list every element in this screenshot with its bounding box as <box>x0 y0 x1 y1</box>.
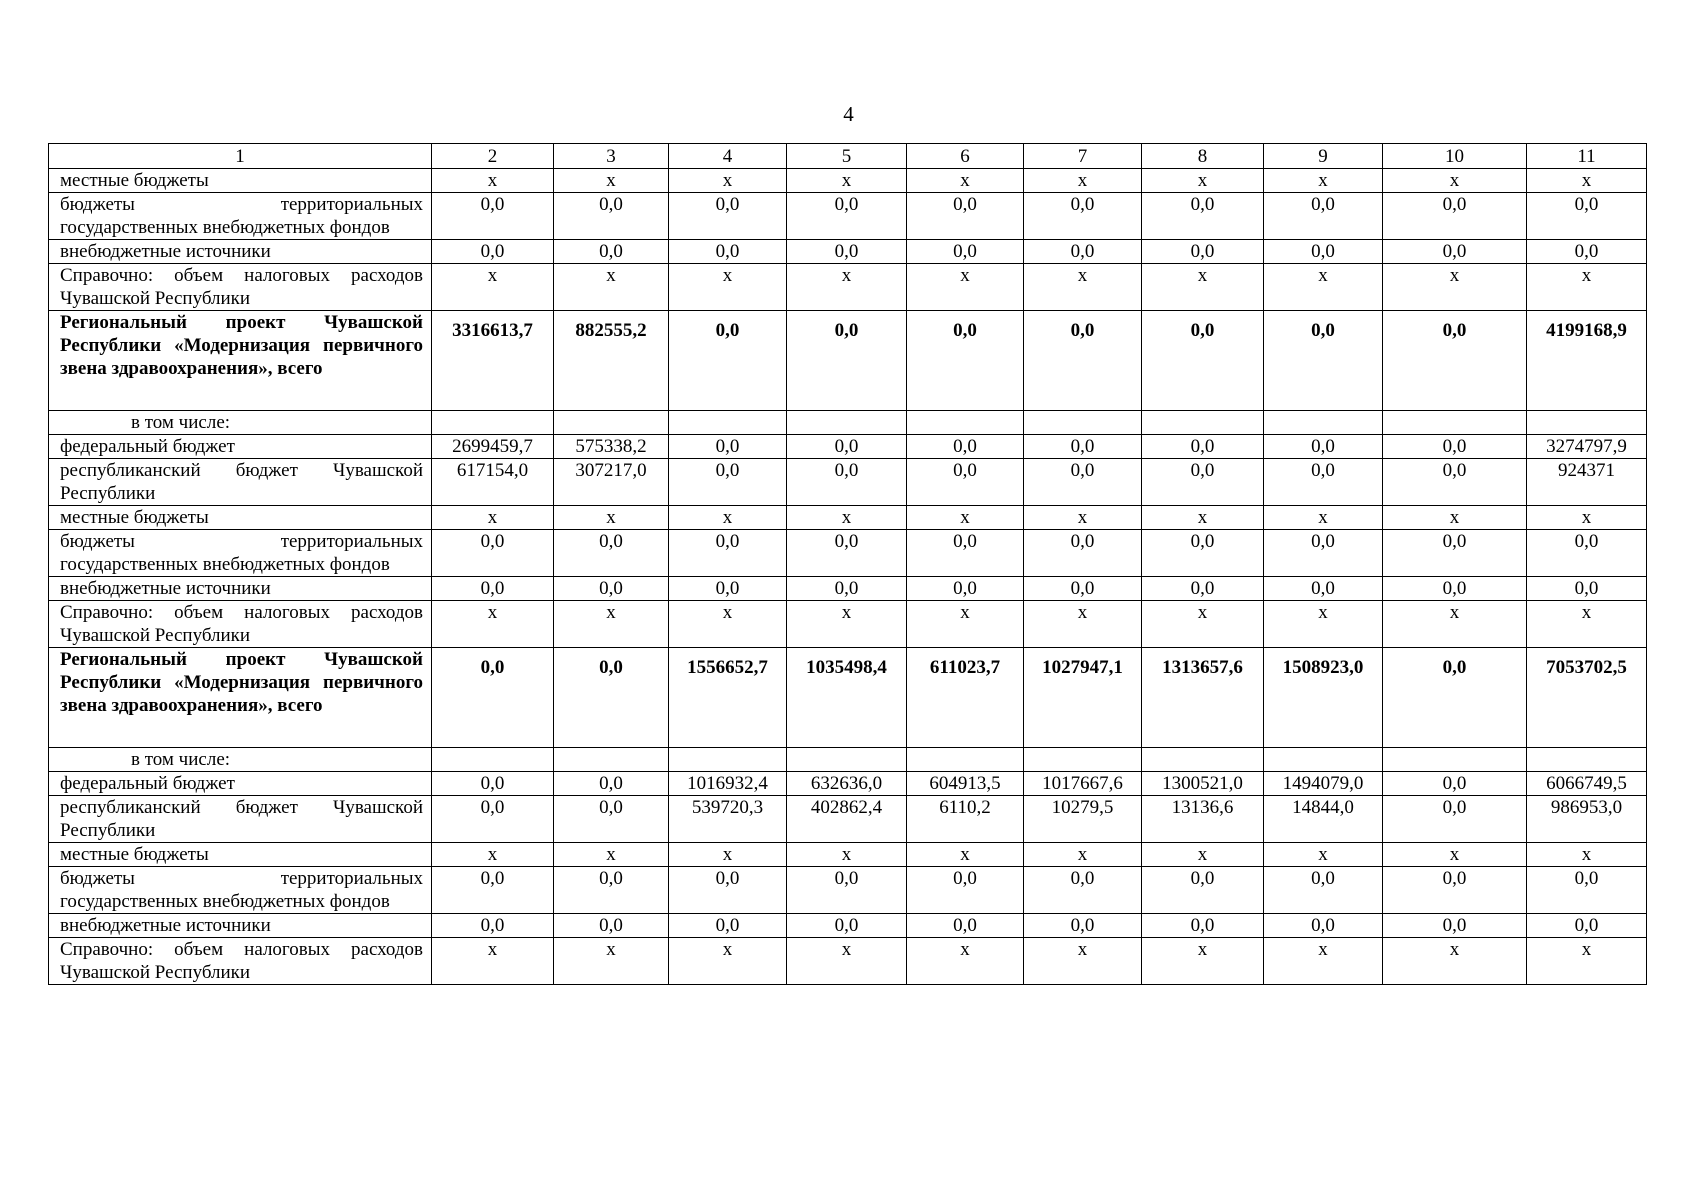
table-cell: 0,0 <box>669 867 787 914</box>
column-header: 8 <box>1142 144 1264 169</box>
table-cell: x <box>1527 938 1647 985</box>
table-cell: 14844,0 <box>1264 796 1383 843</box>
table-cell: 0,0 <box>907 867 1024 914</box>
table-cell: x <box>432 264 554 311</box>
table-cell: 0,0 <box>554 772 669 796</box>
table-cell: 0,0 <box>1383 311 1527 411</box>
row-label: Справочно: объем налоговых расходов Чувашской Республики <box>49 601 432 648</box>
row-label: федеральный бюджет <box>49 772 432 796</box>
table-cell: x <box>669 506 787 530</box>
table-cell: 632636,0 <box>787 772 907 796</box>
table-cell: x <box>669 938 787 985</box>
table-cell: 0,0 <box>432 240 554 264</box>
row-label: в том числе: <box>49 411 432 435</box>
table-row <box>49 648 1647 748</box>
table-cell: 0,0 <box>1142 867 1264 914</box>
table-cell: 0,0 <box>554 530 669 577</box>
table-cell: 0,0 <box>432 796 554 843</box>
table-cell: x <box>787 506 907 530</box>
row-label: внебюджетные источники <box>49 914 432 938</box>
table-cell: x <box>1264 506 1383 530</box>
table-cell: x <box>907 506 1024 530</box>
table-cell: x <box>1383 264 1527 311</box>
table-cell <box>669 411 787 435</box>
table-cell: x <box>787 169 907 193</box>
table-cell: x <box>907 264 1024 311</box>
table-row <box>49 459 1647 506</box>
table-cell: 0,0 <box>669 311 787 411</box>
column-header: 1 <box>49 144 432 169</box>
column-header: 6 <box>907 144 1024 169</box>
table-cell: x <box>1527 169 1647 193</box>
table-cell: 0,0 <box>669 435 787 459</box>
table-cell: 0,0 <box>907 435 1024 459</box>
table-cell: 617154,0 <box>432 459 554 506</box>
row-label: Региональный проект Чувашской Республики «Модернизация первичного звена здравоохранения», всего <box>49 648 432 748</box>
table-cell: x <box>554 169 669 193</box>
row-label: местные бюджеты <box>49 843 432 867</box>
table-cell: 6110,2 <box>907 796 1024 843</box>
table-cell: x <box>1264 264 1383 311</box>
table-cell: x <box>1383 506 1527 530</box>
table-cell: 0,0 <box>1264 459 1383 506</box>
table-cell: 0,0 <box>432 867 554 914</box>
table-cell: 10279,5 <box>1024 796 1142 843</box>
table-cell: 7053702,5 <box>1527 648 1647 748</box>
table-cell: 0,0 <box>432 193 554 240</box>
table-cell: x <box>907 843 1024 867</box>
table-cell: x <box>1383 843 1527 867</box>
table-cell <box>669 748 787 772</box>
table-cell: x <box>669 601 787 648</box>
table-row <box>49 264 1647 311</box>
table-cell: x <box>1264 938 1383 985</box>
table-cell: 0,0 <box>1264 577 1383 601</box>
table-cell: 0,0 <box>432 577 554 601</box>
table-cell: x <box>1024 843 1142 867</box>
table-cell: 0,0 <box>787 530 907 577</box>
table-cell: x <box>787 264 907 311</box>
table-cell: 0,0 <box>1142 914 1264 938</box>
table-cell: 0,0 <box>432 530 554 577</box>
table-cell: 13136,6 <box>1142 796 1264 843</box>
table-cell: 0,0 <box>1527 577 1647 601</box>
table-cell: x <box>907 169 1024 193</box>
table-cell: x <box>907 601 1024 648</box>
table-cell: 0,0 <box>1527 867 1647 914</box>
table-cell <box>554 411 669 435</box>
table-cell: x <box>554 506 669 530</box>
table-cell: 1494079,0 <box>1264 772 1383 796</box>
table-row <box>49 411 1647 435</box>
row-label: бюджеты территориальных государственных внебюджетных фондов <box>49 867 432 914</box>
table-cell: 575338,2 <box>554 435 669 459</box>
table-cell: x <box>1383 169 1527 193</box>
table-cell: 0,0 <box>554 648 669 748</box>
table-cell <box>1527 748 1647 772</box>
row-label: Справочно: объем налоговых расходов Чувашской Республики <box>49 264 432 311</box>
table-cell <box>1024 411 1142 435</box>
table-cell: 1016932,4 <box>669 772 787 796</box>
table-cell: 0,0 <box>1383 796 1527 843</box>
table-cell: x <box>1142 601 1264 648</box>
table-cell: 0,0 <box>1024 240 1142 264</box>
table-cell: 1556652,7 <box>669 648 787 748</box>
table-cell: 0,0 <box>1383 435 1527 459</box>
table-cell <box>1264 411 1383 435</box>
header-row <box>49 144 1647 169</box>
table-cell: 0,0 <box>1142 435 1264 459</box>
table-cell: 0,0 <box>1024 914 1142 938</box>
table-cell: 0,0 <box>432 648 554 748</box>
table-cell: 0,0 <box>1024 867 1142 914</box>
table-row <box>49 240 1647 264</box>
table-cell: 0,0 <box>554 914 669 938</box>
table-cell <box>1142 748 1264 772</box>
table-cell: 0,0 <box>1142 311 1264 411</box>
table-cell: 0,0 <box>787 867 907 914</box>
table-cell: 0,0 <box>1142 459 1264 506</box>
table-cell: 0,0 <box>1527 240 1647 264</box>
row-label: бюджеты территориальных государственных внебюджетных фондов <box>49 530 432 577</box>
table-row <box>49 748 1647 772</box>
table-cell: x <box>1142 843 1264 867</box>
table-cell: 0,0 <box>1264 530 1383 577</box>
table-cell: 1300521,0 <box>1142 772 1264 796</box>
table-cell: 0,0 <box>1383 867 1527 914</box>
table-cell: 0,0 <box>1142 193 1264 240</box>
table-row <box>49 914 1647 938</box>
table-cell: x <box>669 843 787 867</box>
table-cell: 0,0 <box>907 240 1024 264</box>
table-cell: 1017667,6 <box>1024 772 1142 796</box>
table-cell: 0,0 <box>1383 193 1527 240</box>
table-cell: x <box>1527 601 1647 648</box>
table-cell: x <box>1024 264 1142 311</box>
table-cell: 0,0 <box>907 914 1024 938</box>
table-cell: 882555,2 <box>554 311 669 411</box>
table-cell: 0,0 <box>1024 459 1142 506</box>
table-row <box>49 311 1647 411</box>
table-cell: 1027947,1 <box>1024 648 1142 748</box>
table-cell: x <box>1527 264 1647 311</box>
row-label: бюджеты территориальных государственных внебюджетных фондов <box>49 193 432 240</box>
row-label: внебюджетные источники <box>49 240 432 264</box>
table-cell: 0,0 <box>1024 435 1142 459</box>
table-cell: x <box>432 169 554 193</box>
table-cell: 0,0 <box>1264 914 1383 938</box>
table-cell: x <box>1024 938 1142 985</box>
column-header: 7 <box>1024 144 1142 169</box>
table-cell: 0,0 <box>787 435 907 459</box>
table-cell: x <box>1264 843 1383 867</box>
column-header: 10 <box>1383 144 1527 169</box>
row-label: Региональный проект Чувашской Республики «Модернизация первичного звена здравоохранения», всего <box>49 311 432 411</box>
table-row <box>49 601 1647 648</box>
table-cell: 0,0 <box>669 193 787 240</box>
table-cell: 0,0 <box>1142 530 1264 577</box>
table-cell: 0,0 <box>669 914 787 938</box>
table-cell: 0,0 <box>787 193 907 240</box>
table-cell: x <box>1142 169 1264 193</box>
table-cell: x <box>1142 938 1264 985</box>
table-row <box>49 169 1647 193</box>
row-label: республиканский бюджет Чувашской Республики <box>49 459 432 506</box>
table-cell: 1035498,4 <box>787 648 907 748</box>
table-cell: 0,0 <box>669 577 787 601</box>
table-cell: 307217,0 <box>554 459 669 506</box>
table-cell: x <box>432 601 554 648</box>
table-row <box>49 506 1647 530</box>
column-header: 2 <box>432 144 554 169</box>
table-cell: x <box>1264 601 1383 648</box>
table-cell: x <box>1024 601 1142 648</box>
table-cell: 1508923,0 <box>1264 648 1383 748</box>
table-cell: x <box>787 601 907 648</box>
table-cell: 0,0 <box>907 459 1024 506</box>
table-cell <box>1527 411 1647 435</box>
table-cell <box>907 748 1024 772</box>
table-cell: 0,0 <box>1527 530 1647 577</box>
table-cell: 0,0 <box>1383 530 1527 577</box>
table-cell: 0,0 <box>1527 914 1647 938</box>
table-cell: x <box>554 264 669 311</box>
table-cell: x <box>1383 601 1527 648</box>
table-cell: 0,0 <box>1024 577 1142 601</box>
table-cell: x <box>1527 506 1647 530</box>
table-row <box>49 530 1647 577</box>
row-label: местные бюджеты <box>49 169 432 193</box>
table-cell: 0,0 <box>669 240 787 264</box>
table-cell: 0,0 <box>554 867 669 914</box>
table-cell: 539720,3 <box>669 796 787 843</box>
table-cell: 0,0 <box>1024 193 1142 240</box>
table-cell: 0,0 <box>554 796 669 843</box>
table-cell <box>1024 748 1142 772</box>
column-header: 3 <box>554 144 669 169</box>
table-cell: 0,0 <box>432 772 554 796</box>
table-cell: 0,0 <box>787 311 907 411</box>
table-cell: x <box>669 264 787 311</box>
column-header: 11 <box>1527 144 1647 169</box>
table-cell: 0,0 <box>432 914 554 938</box>
row-label: местные бюджеты <box>49 506 432 530</box>
table-cell: 0,0 <box>787 577 907 601</box>
column-header: 5 <box>787 144 907 169</box>
table-cell <box>1383 411 1527 435</box>
table-cell: 0,0 <box>554 240 669 264</box>
page-number: 4 <box>843 102 854 126</box>
table-cell: 0,0 <box>787 459 907 506</box>
table-cell: x <box>1024 506 1142 530</box>
table-cell: 0,0 <box>1383 240 1527 264</box>
column-header: 4 <box>669 144 787 169</box>
table-cell <box>787 748 907 772</box>
table-cell: 0,0 <box>787 914 907 938</box>
table-cell <box>554 748 669 772</box>
table-cell: x <box>1264 169 1383 193</box>
table-cell: 0,0 <box>907 311 1024 411</box>
table-cell: 0,0 <box>1142 577 1264 601</box>
table-cell: 0,0 <box>1264 311 1383 411</box>
row-label: внебюджетные источники <box>49 577 432 601</box>
column-header: 9 <box>1264 144 1383 169</box>
table-row <box>49 843 1647 867</box>
table-cell: 0,0 <box>907 193 1024 240</box>
table-cell: x <box>1383 938 1527 985</box>
table-cell: 0,0 <box>1142 240 1264 264</box>
budget-table <box>48 143 1647 985</box>
table-cell: 0,0 <box>554 193 669 240</box>
table-cell: 604913,5 <box>907 772 1024 796</box>
table-row <box>49 435 1647 459</box>
table-cell: 3316613,7 <box>432 311 554 411</box>
table-cell <box>432 411 554 435</box>
row-label: федеральный бюджет <box>49 435 432 459</box>
table-cell: 0,0 <box>669 530 787 577</box>
table-cell: 0,0 <box>669 459 787 506</box>
table-row <box>49 193 1647 240</box>
table-cell: 0,0 <box>1024 311 1142 411</box>
table-cell: x <box>432 843 554 867</box>
table-cell: 4199168,9 <box>1527 311 1647 411</box>
table-row <box>49 867 1647 914</box>
table-cell <box>1142 411 1264 435</box>
table-cell: 0,0 <box>907 530 1024 577</box>
table-cell: x <box>432 506 554 530</box>
table-cell: 2699459,7 <box>432 435 554 459</box>
row-label: Справочно: объем налоговых расходов Чувашской Республики <box>49 938 432 985</box>
table-cell: 924371 <box>1527 459 1647 506</box>
table-cell: 0,0 <box>554 577 669 601</box>
table-cell: x <box>787 843 907 867</box>
table-cell: 0,0 <box>1383 648 1527 748</box>
table-row <box>49 938 1647 985</box>
table-cell: 0,0 <box>1383 459 1527 506</box>
table-cell: x <box>554 843 669 867</box>
row-label: в том числе: <box>49 748 432 772</box>
table-cell: x <box>1024 169 1142 193</box>
table-cell: 0,0 <box>787 240 907 264</box>
table-cell: x <box>1142 264 1264 311</box>
table-cell: 402862,4 <box>787 796 907 843</box>
table-cell <box>787 411 907 435</box>
table-cell: 0,0 <box>1527 193 1647 240</box>
table-cell: 611023,7 <box>907 648 1024 748</box>
table-cell: x <box>1142 506 1264 530</box>
table-cell: x <box>432 938 554 985</box>
table-cell: 0,0 <box>1383 914 1527 938</box>
table-cell: 986953,0 <box>1527 796 1647 843</box>
table-cell: 6066749,5 <box>1527 772 1647 796</box>
table-cell: 0,0 <box>1264 867 1383 914</box>
table-cell: 0,0 <box>1264 193 1383 240</box>
table-row <box>49 772 1647 796</box>
table-cell: 3274797,9 <box>1527 435 1647 459</box>
table-cell: 1313657,6 <box>1142 648 1264 748</box>
table-cell <box>907 411 1024 435</box>
table-cell: 0,0 <box>907 577 1024 601</box>
table-cell: 0,0 <box>1264 435 1383 459</box>
table-cell: 0,0 <box>1264 240 1383 264</box>
table-cell <box>1264 748 1383 772</box>
table-cell: x <box>1527 843 1647 867</box>
table-cell: x <box>787 938 907 985</box>
row-label: республиканский бюджет Чувашской Республики <box>49 796 432 843</box>
table-cell: 0,0 <box>1024 530 1142 577</box>
table-cell: x <box>554 938 669 985</box>
table-row <box>49 796 1647 843</box>
table-cell <box>432 748 554 772</box>
table-cell: 0,0 <box>1383 577 1527 601</box>
table-row <box>49 577 1647 601</box>
table-body <box>49 144 1647 985</box>
table-cell: 0,0 <box>1383 772 1527 796</box>
table-cell: x <box>554 601 669 648</box>
table-cell <box>1383 748 1527 772</box>
table-cell: x <box>907 938 1024 985</box>
table-cell: x <box>669 169 787 193</box>
